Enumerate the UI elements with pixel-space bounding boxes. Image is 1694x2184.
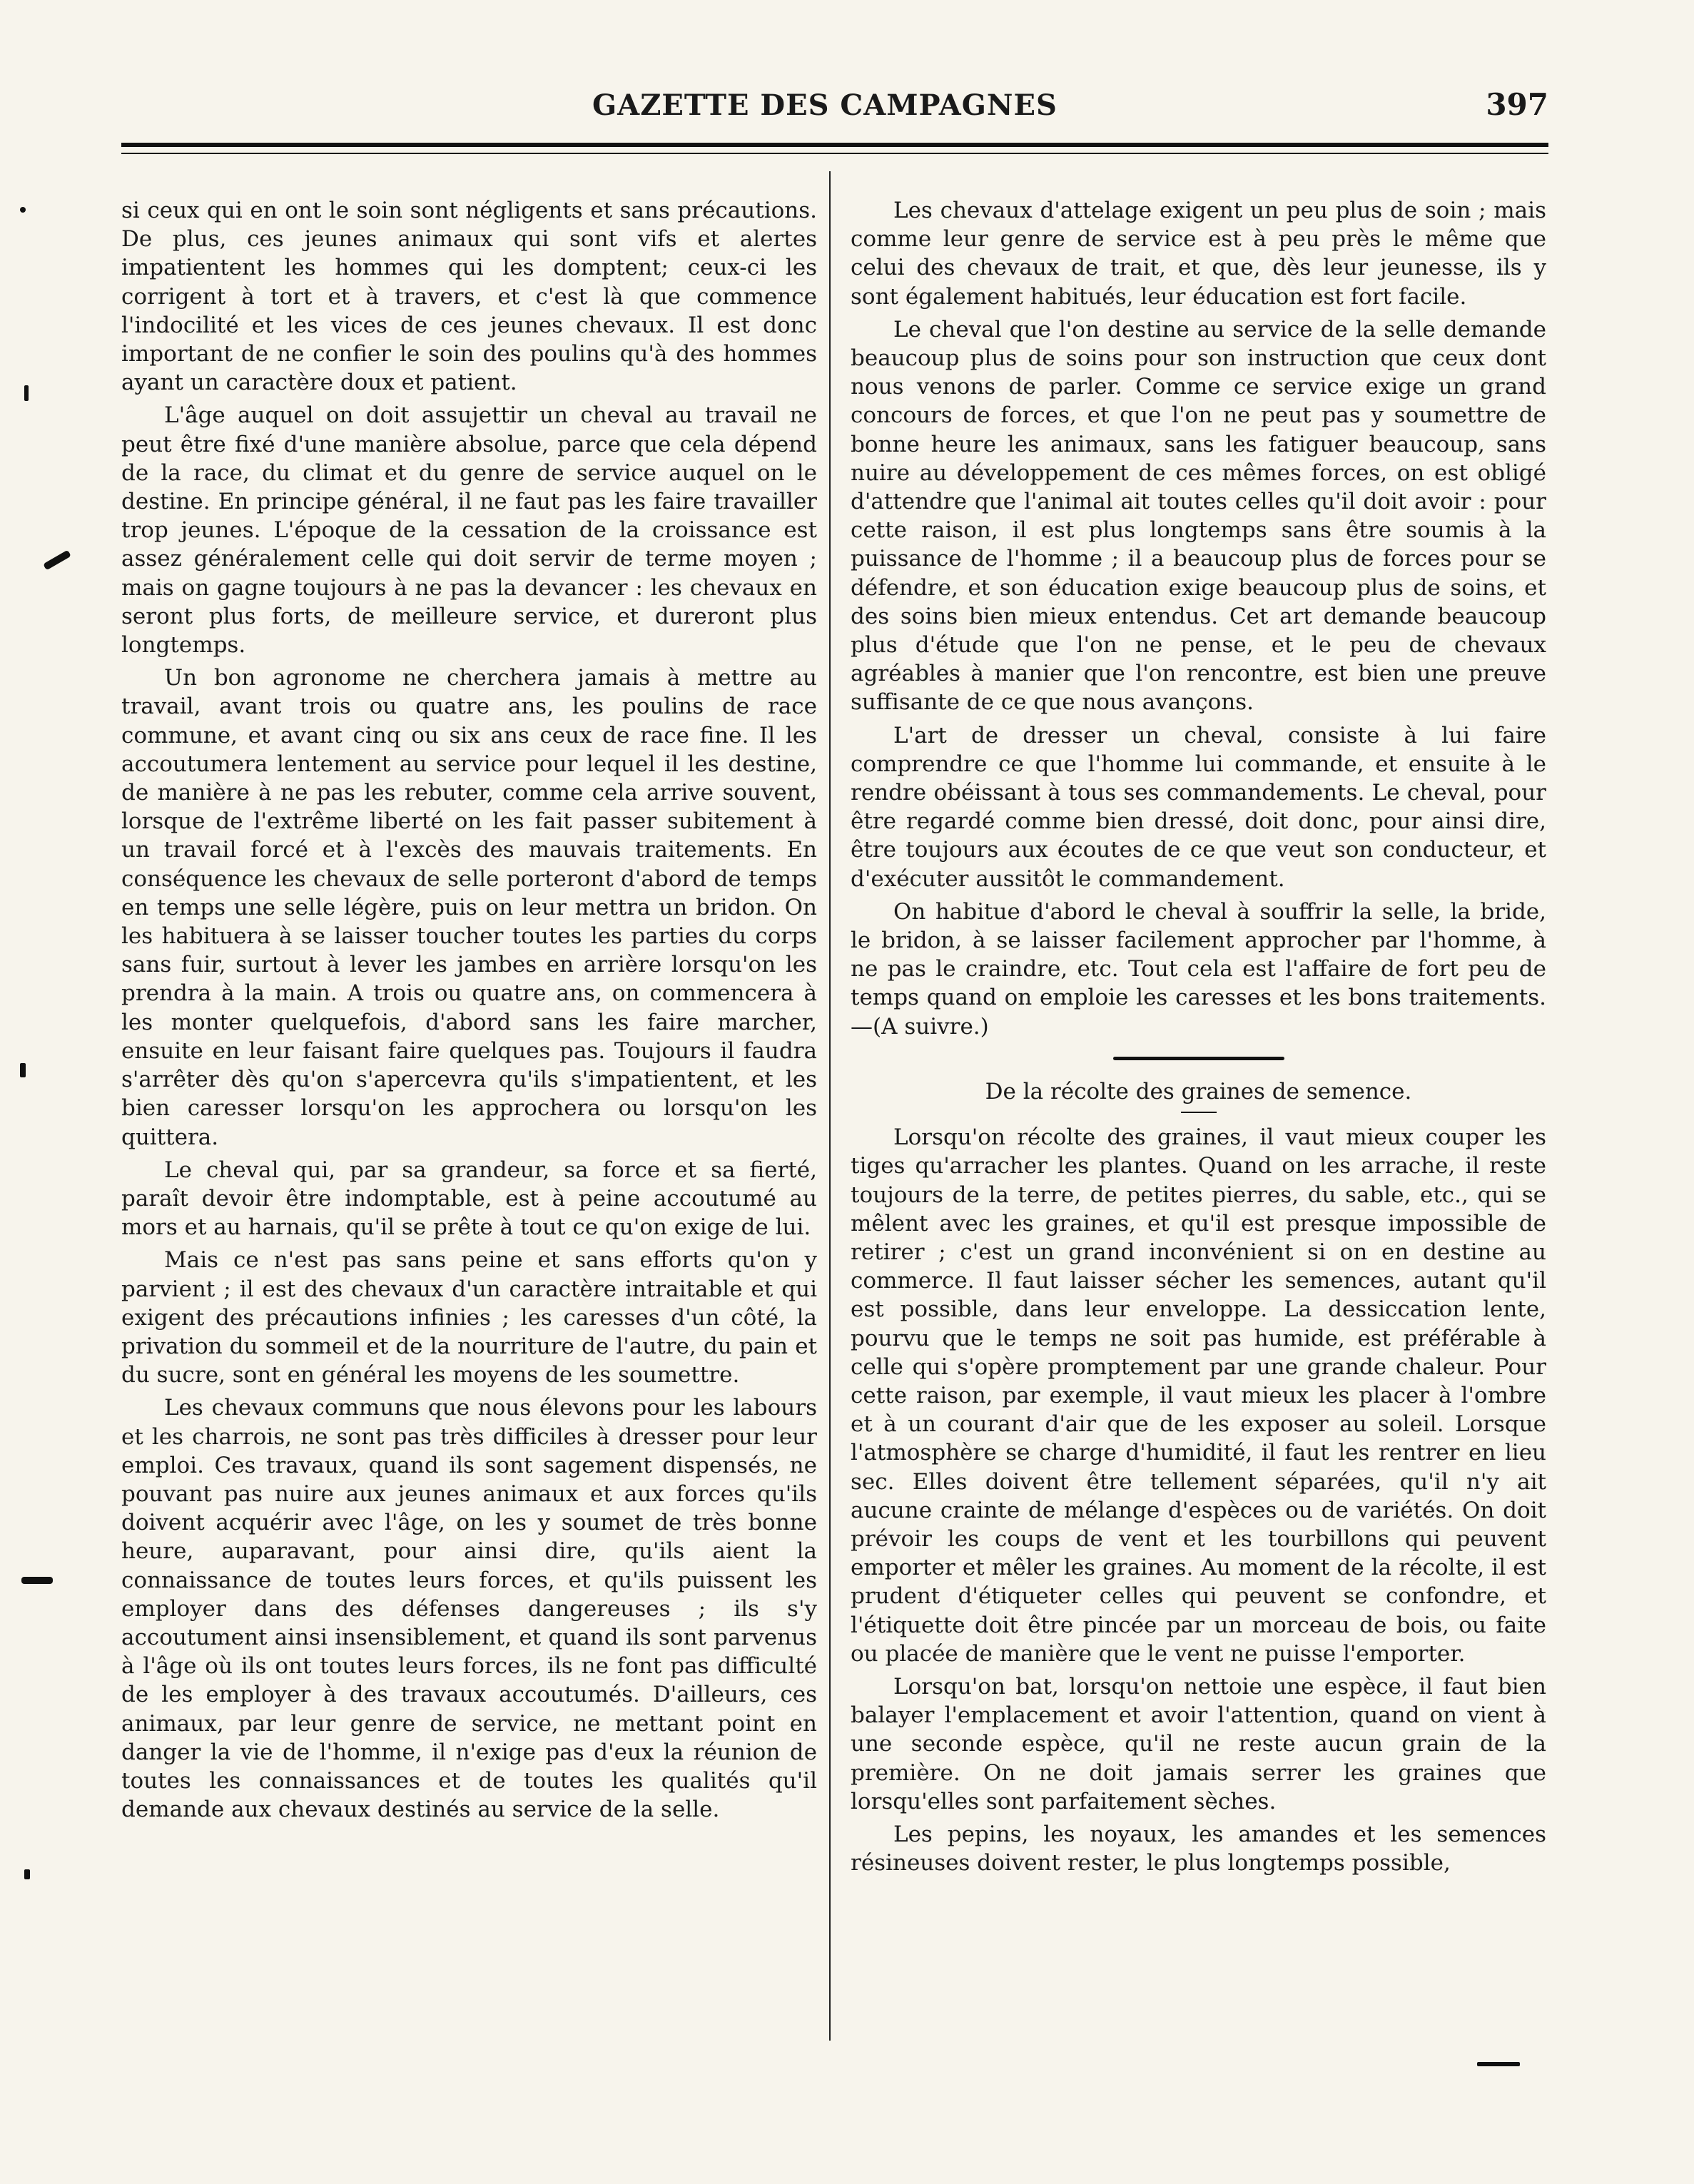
paragraph: Les chevaux communs que nous élevons pour les labours et les charrois, ne sont pas très difficiles à dresser pour leur emploi. Ces travaux, quand ils sont sagement dispensés, ne pouvant pas nuire aux jeunes animaux et aux forces qu'ils doivent acquérir avec l'âge, on les y soumet de très bonne heure, auparavant, pour ainsi dire, qu'ils aient la connaissance de toutes leurs forces, et qu'ils puissent les employer dans des défenses dangereuses ; ils s'y accoutument ainsi insensiblement, et quand ils sont parvenus à l'âge où ils ont toutes leurs forces, ils ne font pas difficulté de les employer à des travaux accoutumés. D'ailleurs, ces animaux, par leur genre de service, ne mettant point en danger la vie de l'homme, il n'exige pas d'eux la réunion de toutes les connaissances et de toutes les qualités qu'il demande aux chevaux destinés au service de la selle.	[121, 1395, 817, 1823]
header-rule-thick	[121, 143, 1548, 147]
column-divider	[829, 171, 831, 2041]
header-rule-thin	[121, 153, 1548, 154]
paragraph: Lorsqu'on récolte des graines, il vaut mieux couper les tiges qu'arracher les plantes. Quand on les arrache, il reste toujours de la terre, de petites pierres, du sable, etc., qui se mêlent avec les graines, et qu'il est presque impossible de retirer ; c'est un grand inconvénient si on en destine au commerce. Il faut laisser sécher les semences, autant qu'il est possible, dans leur enveloppe. La dessiccation lente, pourvu que le temps ne soit pas humide, est préférable à celle qui s'opère promptement par une grande chaleur. Pour cette raison, par exemple, il vaut mieux les placer à l'ombre et à un courant d'air que de les exposer au soleil. Lorsque l'atmosphère se charge d'humidité, il faut les rentrer en lieu sec. Elles doivent être tellement séparées, qu'il n'y ait aucune crainte de mélange d'espèces ou de variétés. On doit prévoir les coups de vent et les tourbillons qui peuvent emporter et mêler les graines. Au moment de la récolte, il est prudent d'étiqueter celles qui peuvent se confondre, et l'étiquette doit être pincée par un morceau de bois, ou faite ou placée de manière que le vent ne puisse l'emporter.	[851, 1124, 1546, 1667]
paragraph: On habitue d'abord le cheval à souffrir la selle, la bride, le bridon, à se laisser facilement approcher par l'homme, à ne pas le craindre, etc. Tout cela est l'affaire de fort peu de temps quand on emploie les caresses et les bons traitements.—(A suivre.)	[851, 898, 1546, 1040]
paragraph: Le cheval que l'on destine au service de la selle demande beaucoup plus de soins pour son instruction que ceux dont nous venons de parler. Comme ce service exige un grand concours de forces, et que l'on ne peut pas y soumettre de bonne heure les animaux, sans les fatiguer beaucoup, sans nuire au développement de ces mêmes forces, on est obligé d'attendre que l'animal ait toutes celles qu'il doit avoir : pour cette raison, il est plus longtemps sans être soumis à la puissance de l'homme ; il a beaucoup plus de forces pour se défendre, et son éducation exige beaucoup plus de soins, et des soins bien mieux entendus. Cet art demande beaucoup plus d'étude que l'on ne pense, et le peu de chevaux agréables à manier que l'on rencontre, est bien une preuve suffisante de ce que nous avançons.	[851, 316, 1546, 716]
section-title-underline	[1181, 1112, 1217, 1113]
paragraph: Les pepins, les noyaux, les amandes et les semences résineuses doivent rester, le plus longtemps possible,	[851, 1821, 1546, 1876]
page-number: 397	[1486, 87, 1548, 122]
paragraph: L'art de dresser un cheval, consiste à lui faire comprendre ce que l'homme lui commande, et ensuite à le rendre obéissant à tous ses commandements. Le cheval, pour être regardé comme bien dressé, doit donc, pour ainsi dire, être toujours aux écoutes de ce que veut son conducteur, et d'exécuter aussitôt le commandement.	[851, 722, 1546, 892]
paragraph: Les chevaux d'attelage exigent un peu plus de soin ; mais comme leur genre de service est à peu près le même que celui des chevaux de trait, et que, dès leur jeunesse, ils y sont également habitués, leur éducation est fort facile.	[851, 198, 1546, 310]
scan-speck	[1477, 2062, 1520, 2066]
page-header	[121, 78, 1548, 128]
scan-speck	[24, 1869, 30, 1879]
paragraph: si ceux qui en ont le soin sont négligents et sans précautions. De plus, ces jeunes animaux qui sont vifs et alertes impatientent les hommes qui les domptent; ceux-ci les corrigent à tort et à travers, et c'est là que commence l'indocilité et les vices de ces jeunes chevaux. Il est donc important de ne confier le soin des poulins qu'à des hommes ayant un caractère doux et patient.	[121, 198, 817, 396]
paragraph: Un bon agronome ne cherchera jamais à mettre au travail, avant trois ou quatre ans, les poulins de race commune, et avant cinq ou six ans ceux de race fine. Il les accoutumera lentement au service pour lequel il les destine, de manière à ne pas les rebuter, comme cela arrive souvent, lorsque de l'extrême liberté on les fait passer subitement à un travail forcé et à l'excès des mauvais traitements. En conséquence les chevaux de selle porteront d'abord de temps en temps une selle légère, puis on leur mettra un bridon. On les habituera à se laisser toucher toutes les parties du corps sans fuir, surtout à lever les jambes en arrière lorsqu'on les prendra à la main. A trois ou quatre ans, on commencera à les monter quelquefois, d'abord sans les faire marcher, ensuite en leur faisant faire quelques pas. Toujours il faudra s'arrêter dès qu'on s'apercevra qu'ils s'impatientent, et les bien caresser lorsqu'on les approchera ou lorsqu'on les quittera.	[121, 665, 817, 1150]
section-separator-rule	[1113, 1057, 1284, 1060]
scan-speck	[21, 1577, 53, 1584]
paragraph: Lorsqu'on bat, lorsqu'on nettoie une espèce, il faut bien balayer l'emplacement et avoir l'attention, quand on vient à une seconde espèce, qu'il ne reste aucun grain de la première. On ne doit jamais serrer les graines que lorsqu'elles sont parfaitement sèches.	[851, 1673, 1546, 1814]
publication-title: GAZETTE DES CAMPAGNES	[592, 88, 1058, 122]
scan-speck	[43, 550, 71, 571]
paragraph: Le cheval qui, par sa grandeur, sa force et sa fierté, paraît devoir être indomptable, est à peine accoutumé au mors et au harnais, qu'il se prête à tout ce qu'on exige de lui.	[121, 1157, 817, 1241]
paragraph: L'âge auquel on doit assujettir un cheval au travail ne peut être fixé d'une manière absolue, parce que cela dépend de la race, du climat et du genre de service auquel on le destine. En principe général, il ne faut pas les faire travailler trop jeunes. L'époque de la cessation de la croissance est assez généralement celle qui doit servir de terme moyen ; mais on gagne toujours à ne pas la devancer : les chevaux en seront plus forts, de meilleure service, et dureront plus longtemps.	[121, 402, 817, 659]
section-title: De la récolte des graines de semence.	[985, 1078, 1412, 1104]
scan-speck	[20, 1063, 26, 1077]
scan-speck	[20, 207, 26, 213]
right-column	[851, 196, 1546, 1881]
scan-speck	[24, 385, 29, 401]
paragraph: Mais ce n'est pas sans peine et sans efforts qu'on y parvient ; il est des chevaux d'un caractère intraitable et qui exigent des précautions infinies ; les caresses d'un côté, la privation du sommeil et de la nourriture de l'autre, du pain et du sucre, sont en général les moyens de les soumettre.	[121, 1247, 817, 1388]
left-column	[121, 196, 817, 1828]
